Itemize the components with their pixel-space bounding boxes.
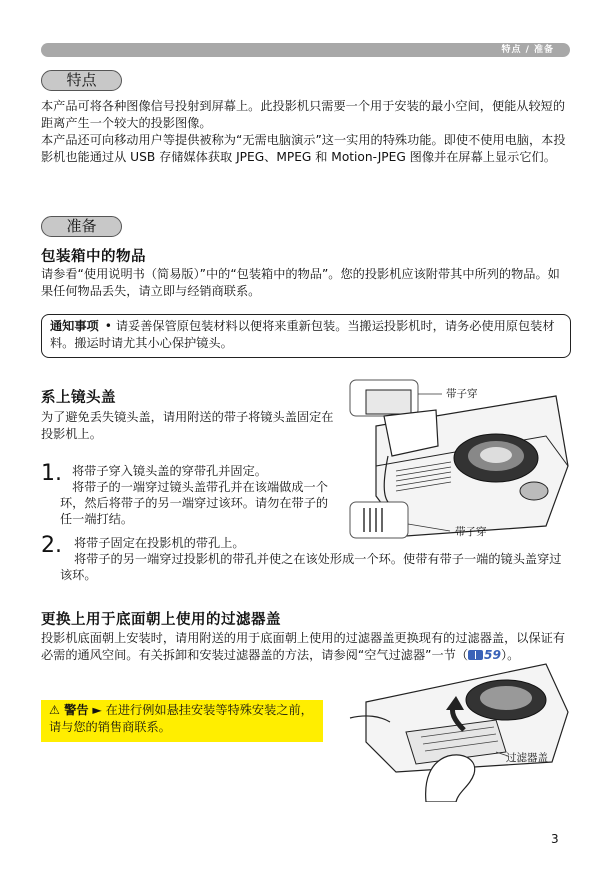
step-1-text [60, 463, 335, 527]
notice-label: 通知事项 [50, 319, 99, 333]
features-paragraph-2: 本产品还可向移动用户等提供被称为“无需电脑演示”这一实用的特殊功能。即使不使用电脑，本投影机也能通过从 USB 存储媒体获取 JPEG、MPEG 和 Motion-JPEG 图像并在屏幕上显示它们。 [41, 133, 566, 164]
filter-cover-illustration [346, 652, 572, 802]
warning-box [41, 700, 323, 742]
callout-filter-cover: 过滤器盖 [506, 752, 548, 764]
lens-cap-heading: 系上镜头盖 [41, 390, 116, 406]
callout-strap-hole-top: 带子穿 [446, 388, 478, 400]
features-paragraph-1: 本产品可将各种图像信号投射到屏幕上。此投影机只需要一个用于安装的最小空间，便能从较短的距离产生一个较大的投影图像。 [41, 99, 566, 130]
notice-text: • 请妥善保管原包装材料以便将来重新包装。当搬运投影机时，请务必使用原包装材料。搬运时请尤其小心保护镜头。 [50, 319, 555, 350]
callout-strap-hole-bottom: 带子穿 [455, 526, 487, 538]
warning-label: ⚠ 警告 [49, 703, 89, 717]
breadcrumb: 特点 / 准备 [501, 45, 554, 55]
warning-text: ► 在进行例如悬挂安装等特殊安装之前，请与您的销售商联系。 [49, 703, 313, 734]
step-1-line-1: 将带子穿入镜头盖的穿带孔并固定。 [72, 464, 267, 478]
step-1-number: 1. [41, 461, 62, 486]
features-body [41, 98, 571, 166]
step-2-number: 2. [41, 533, 62, 558]
contents-heading: 包装箱中的物品 [41, 249, 146, 265]
step-2-line-2: 将带子的另一端穿过投影机的带孔并使之在该处形成一个环。使带有带子一端的镜头盖穿过该环。 [60, 552, 562, 582]
filter-cover-heading: 更换上用于底面朝上使用的过滤器盖 [41, 612, 281, 628]
page-number: 3 [551, 832, 559, 846]
section-pill-features: 特点 [41, 70, 122, 91]
header-bar [41, 43, 570, 57]
lens-cap-intro: 为了避免丢失镜头盖，请用附送的带子将镜头盖固定在投影机上。 [41, 410, 334, 441]
filter-text-1: 投影机底面朝上安装时，请用附送的用于底面朝上使用的过滤器盖更换现有的过滤器盖，以保证有必需的通风空间。有关拆卸和安装过滤器盖的方法，请参阅“空气过滤器”一节（ [41, 631, 566, 662]
lens-cap-illustration [346, 376, 572, 546]
page-reference[interactable]: 59 [484, 648, 501, 662]
step-2-line-1: 将带子固定在投影机的带孔上。 [74, 536, 245, 550]
contents-text: 请参看“使用说明书（简易版）”中的“包装箱中的物品”。您的投影机应该附带其中所列的物品。如果任何物品丢失，请立即与经销商联系。 [41, 267, 560, 298]
filter-text-2: ）。 [500, 648, 520, 662]
notice-box [41, 314, 571, 358]
section-pill-prep: 准备 [41, 216, 122, 237]
step-1-line-2: 将带子的一端穿过镜头盖带孔并在该端做成一个环，然后将带子的另一端穿过该环。请勿在带子的任一端打结。 [60, 480, 329, 526]
